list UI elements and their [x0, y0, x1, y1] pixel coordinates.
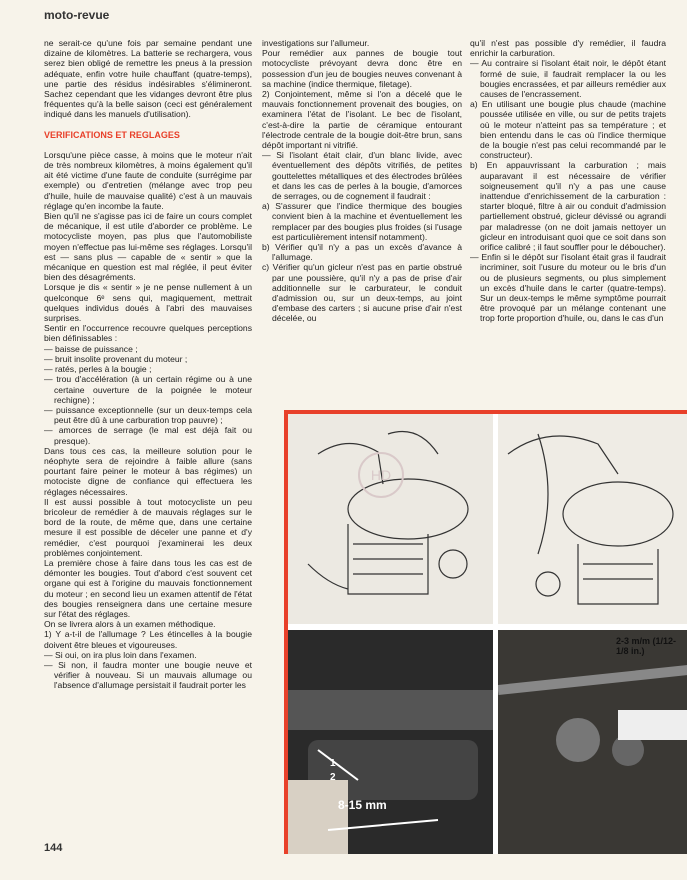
section-title: VERIFICATIONS ET REGLAGES [44, 129, 180, 140]
text-column-1 [44, 38, 252, 691]
paragraph: Pour remédier aux pannes de bougie tout motocycliste prévoyant devra donc être en possession d'un jeu de bougies neuves convenant à sa machine (indice thermique, filetage). [262, 48, 462, 89]
throttle-adjustment-photo [288, 630, 493, 854]
bullet-item: — bruit insolite provenant du moteur ; [44, 353, 188, 364]
svg-text:HD: HD [370, 467, 392, 483]
list-item: b) Vérifier qu'il n'y a pas un excès d'avance à l'allumage. [262, 242, 462, 263]
bullet-item: — puissance exceptionnelle (sur un deux-temps cela peut être dû à une carburation trop pauvre) ; [44, 404, 252, 426]
bullet-item: — amorces de serrage (le mal est déjà fait ou presque). [44, 425, 252, 446]
paragraph: qu'il n'est pas possible d'y remédier, il faudra enrichir la carburation. [470, 38, 666, 59]
engine-sketch-image [288, 414, 493, 624]
paragraph: Il est aussi possible à tout motocycliste un peu bricoleur de remédier à de mauvais réglages sur le bord de la route, de même que, dans une certaine mesure il est possible de déceler une panne et d'y remédier, c'est pourquoi j'examinerai les deux problèmes conjointement. [44, 496, 252, 558]
motorcycle-tank-illustration [498, 414, 687, 624]
figure-photos [284, 410, 687, 854]
watermark-logo [356, 450, 406, 500]
bullet-item: — Si non, il faudra monter une bougie neuve et vérifier à nouveau. Si un mauvais allumage ou l'absence d'allumage persistait il faudrait porter les [44, 659, 252, 691]
paragraph: 1) Y a-t-il de l'allumage ? Les étincelles à la bougie doivent être bleues et vigoureuses. [44, 629, 252, 650]
paragraph: investigations sur l'allumeur. [262, 38, 370, 48]
motorcycle-engine-illustration [288, 414, 493, 624]
clearance-annotation: 8-15 mm [338, 798, 387, 812]
paragraph: — Si l'isolant était clair, d'un blanc livide, avec éventuellement des dépôts vitrifiés, de petites gouttelettes métalliques et des électrodes brûlées et dans les cas de perles à la bougie, d'amorces de serrages, ou de cognement il faudrait : [262, 150, 462, 202]
list-item: c) Vérifier qu'un gicleur n'est pas en partie obstrué par une poussière, qu'il n'y a pas de prise d'air additionnelle sur le carburateur, le conduit d'admission ou, sur un deux-temps, au joint d'embase des carters ; si aucune prise d'air n'est décelée, ou [262, 262, 462, 324]
list-item: a) En utilisant une bougie plus chaude (machine poussée utilisée en ville, ou sur de petits trajets où le moteur n'atteint pas sa température ; et bien entendu dans le cas où l'indice thermique de la bougie n'est pas celui recommandé par le constructeur). [470, 99, 666, 161]
paragraph: — Enfin si le dépôt sur l'isolant était gras il faudrait incriminer, soit l'usure du moteur ou le bris d'un ou de plusieurs segments, ou plus simplement un excès d'huile dans le carter (quatre-temps). Sur un deux-temps le même symptôme pourrait être provoqué par un mélange contenant une trop forte proportion d'huile, ou, dans le cas d'un [470, 252, 666, 324]
tank-sketch-image [498, 414, 687, 624]
paragraph: Sentir en l'occurrence recouvre quelques perceptions bien définissables : [44, 323, 252, 344]
throttle-photo-image [288, 630, 493, 854]
lever-photo-image [498, 630, 687, 854]
bullet-item: — trou d'accélération (à un certain régime ou à une certaine ouverture de la poignée le moteur rechigne) ; [44, 374, 252, 405]
paragraph: ne serait-ce qu'une fois par semaine pendant une dizaine de kilomètres. La batterie se rechargera, vous serez bien obligé de remettre les pneus à la pression adéquate, enfin votre huile chauffant (quatre-temps), une partie des résidus indésirables s'élimineront. Sachez cependant que les vidanges devront être plus fréquentes qu'à la belle saison (ceci est généralement indiqué dans les manuels d'utilisation). [44, 38, 252, 120]
paragraph: Lorsque je dis « sentir » je ne pense nullement à un quelconque 6ᵉ sens qui, magiquement, mettrait quelques individus doués à l'abri des mauvaises surprises. [44, 282, 252, 324]
bullet-item: — Si oui, on ira plus loin dans l'examen. [44, 649, 197, 660]
paragraph: Lorsqu'une pièce casse, à moins que le moteur n'ait de très nombreux kilomètres, à moins également qu'il ait été victime d'une faute de conduite (surrégime par exemple) ou d'entretien (mélange avec trop peu d'huile, huile de mauvaise qualité) c'est à un mauvais réglage qu'en incombe la faute. [44, 149, 252, 211]
bullet-item: — ratés, perles à la bougie ; [44, 364, 152, 375]
section-header: moto-revue [44, 8, 110, 22]
cable-play-annotation: 2-3 m/m (1/12-1/8 in.) [616, 636, 677, 656]
paragraph: Bien qu'il ne s'agisse pas ici de faire un cours complet de mécanique, il est utile d'aborder ce problème. Le motocycliste moyen, pas plus que l'automobiliste moyen n'effectue pas lui-même ses réglages. Lorsqu'il est — sans plus — capable de « sentir » que la mécanique en question est mal réglée, il peut éviter bien des désagréments. [44, 211, 252, 283]
label-1: 1 [330, 758, 336, 769]
text-column-2 [262, 38, 462, 324]
paragraph: — Au contraire si l'isolant était noir, le dépôt étant formé de suie, il faudrait remplacer la ou les bougies encrassées, et par ailleurs remédier aux causes de l'encrassement. [470, 58, 666, 100]
list-item: a) S'assurer que l'indice thermique des bougies convient bien à la machine et éventuellement les remplacer par des bougies plus froides (si l'usage est particulièrement intensif notamment). [262, 201, 462, 242]
list-item: b) En appauvrissant la carburation ; mais auparavant il est nécessaire de vérifier soigneusement qu'il n'y a pas une cause inattendue d'enrichissement de la carburation : starter bloqué, filtre à air ou conduit d'admission partiellement obstrué, gicleur dévissé ou agrandi par maladresse (on ne doit jamais nettoyer un gicleur en introduisant quoi que ce soit dans son orifice calibré ; il faut souffler pour le déboucher). [470, 160, 666, 253]
handlebar-lever-photo [498, 630, 687, 854]
text-column-3 [470, 38, 666, 324]
paragraph: La première chose à faire dans tous les cas est de démonter les bougies. Tout d'abord c'est souvent cet organe qui est à l'origine du mauvais fonctionnement du moteur ; en second lieu un examen attentif de l'état des bougies renseignera dans une certaine mesure sur l'état des réglages. [44, 557, 252, 619]
paragraph: Dans tous ces cas, la meilleure solution pour le néophyte sera de rejoindre à faible allure (sans pourtant faire peiner le moteur à bas régimes) un motociste digne de confiance qui effectuera les réglages nécessaires. [44, 445, 252, 497]
paragraph: 2) Conjointement, même si l'on a décelé que le mauvais fonctionnement provenait des bougies, on examinera l'état de l'isolant. Le bec de l'isolant, c'est-à-dire la partie de céramique entourant l'électrode centrale de la bougie doit-être brun, sans dépôt important ni vitrifié. [262, 89, 462, 151]
bullet-item: — baisse de puissance ; [44, 343, 138, 354]
paragraph: On se livrera alors à un examen méthodique. [44, 619, 216, 630]
page-number: 144 [44, 842, 63, 854]
label-2: 2 [330, 772, 336, 783]
